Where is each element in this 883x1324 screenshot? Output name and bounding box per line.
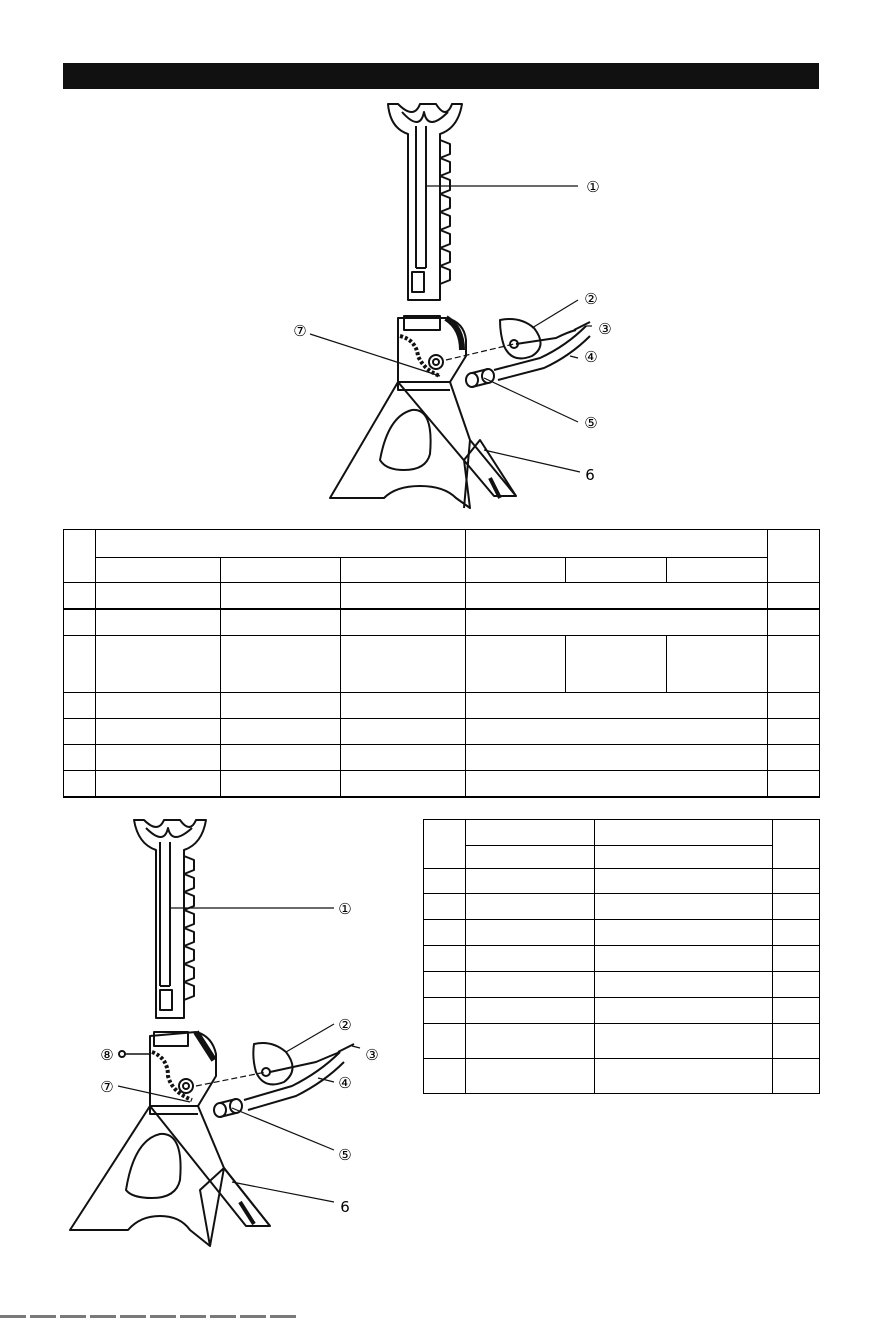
- table-cell: [221, 558, 341, 583]
- table-cell: [768, 745, 820, 771]
- callout-label-8: ⑧: [100, 1046, 114, 1064]
- table-cell: [64, 719, 96, 745]
- pawl: [500, 319, 541, 358]
- callout-label-5: ⑤: [338, 1146, 352, 1164]
- table-cell: [466, 771, 768, 797]
- table-cell: [64, 745, 96, 771]
- table-row: [424, 920, 820, 946]
- table-cell: [466, 1059, 595, 1094]
- table-cell: [341, 719, 466, 745]
- table-cell: [595, 1059, 773, 1094]
- table-header-row: [64, 530, 820, 558]
- table-cell: [595, 998, 773, 1024]
- table-cell: [595, 869, 773, 894]
- table-cell: [773, 920, 820, 946]
- callout-label-3: ③: [365, 1046, 379, 1064]
- table-cell: [341, 609, 466, 636]
- callout-label-6: 6: [340, 1198, 350, 1216]
- saddle-head: [398, 316, 466, 382]
- table-cell: [96, 530, 466, 558]
- table-cell: [466, 1024, 595, 1059]
- table-cell: [466, 869, 595, 894]
- table-cell: [221, 693, 341, 719]
- parts-table-top: [63, 529, 820, 798]
- callout-label-1: ①: [338, 900, 352, 918]
- callout-label-5: ⑤: [584, 414, 598, 432]
- table-cell: [595, 920, 773, 946]
- ratchet-bar: [388, 104, 462, 300]
- table-cell: [341, 558, 466, 583]
- table-cell: [96, 745, 221, 771]
- table-row: [424, 1059, 820, 1094]
- table-cell: [667, 636, 768, 693]
- table-cell: [341, 583, 466, 609]
- table-cell: [424, 1059, 466, 1094]
- table-cell: [667, 558, 768, 583]
- table-header-row: [424, 846, 820, 869]
- table-cell: [773, 869, 820, 894]
- table-row: [64, 745, 820, 771]
- table-cell: [466, 920, 595, 946]
- stand-body: [70, 1106, 270, 1246]
- table-cell: [595, 846, 773, 869]
- callout-label-6: 6: [585, 466, 595, 484]
- stand-body: [330, 382, 516, 508]
- table-cell: [424, 869, 466, 894]
- table-cell: [595, 946, 773, 972]
- table-cell: [341, 693, 466, 719]
- table-row: [424, 972, 820, 998]
- table-cell: [96, 693, 221, 719]
- table-row: [424, 894, 820, 920]
- pawl: [253, 1043, 292, 1084]
- table-row: [424, 1024, 820, 1059]
- table-cell: [466, 693, 768, 719]
- callout-label-7: ⑦: [293, 322, 307, 340]
- table-cell: [466, 530, 768, 558]
- table-cell: [96, 719, 221, 745]
- table-cell: [424, 998, 466, 1024]
- spring-clip: [338, 1044, 354, 1052]
- table-cell: [773, 1024, 820, 1059]
- table-cell: [466, 972, 595, 998]
- table-cell: [424, 972, 466, 998]
- table-cell: [96, 771, 221, 797]
- parts-table-bottom: [423, 819, 820, 1094]
- callout-label-1: ①: [586, 178, 600, 196]
- table-cell: [221, 636, 341, 693]
- table-cell: [341, 745, 466, 771]
- table-cell: [466, 558, 566, 583]
- table-cell: [341, 636, 466, 693]
- exploded-diagram-top: [0, 0, 883, 520]
- table-cell: [424, 1024, 466, 1059]
- bushing: [214, 1099, 242, 1117]
- table-cell: [64, 771, 96, 797]
- table-cell: [221, 719, 341, 745]
- table-cell: [466, 719, 768, 745]
- table-cell: [96, 636, 221, 693]
- table-cell: [221, 745, 341, 771]
- table-cell: [96, 583, 221, 609]
- table-cell: [768, 719, 820, 745]
- callout-label-2: ②: [584, 290, 598, 308]
- table-cell: [424, 946, 466, 972]
- table-cell: [773, 946, 820, 972]
- table-cell: [773, 894, 820, 920]
- table-cell: [424, 920, 466, 946]
- table-row: [64, 609, 820, 636]
- table-cell: [768, 583, 820, 609]
- table-cell: [768, 771, 820, 797]
- table-cell: [424, 894, 466, 920]
- table-cell: [566, 636, 667, 693]
- callout-label-3: ③: [598, 320, 612, 338]
- table-row: [64, 719, 820, 745]
- table-cell: [64, 693, 96, 719]
- table-cell: [768, 636, 820, 693]
- ratchet-bar: [134, 820, 206, 1018]
- table-cell: [595, 972, 773, 998]
- saddle-head: [119, 1032, 216, 1106]
- table-cell: [424, 820, 466, 869]
- table-cell: [466, 636, 566, 693]
- table-cell: [64, 609, 96, 636]
- table-cell: [768, 609, 820, 636]
- table-row: [424, 869, 820, 894]
- table-cell: [64, 530, 96, 583]
- callout-label-4: ④: [338, 1074, 352, 1092]
- callout-label-7: ⑦: [100, 1078, 114, 1096]
- table-cell: [466, 745, 768, 771]
- footer-rule: [0, 1315, 300, 1318]
- table-cell: [221, 583, 341, 609]
- table-cell: [341, 771, 466, 797]
- table-cell: [466, 846, 595, 869]
- table-row: [424, 946, 820, 972]
- table-cell: [595, 1024, 773, 1059]
- table-cell: [773, 820, 820, 869]
- table-row: [64, 693, 820, 719]
- table-cell: [96, 609, 221, 636]
- table-cell: [221, 609, 341, 636]
- table-cell: [64, 636, 96, 693]
- callout-label-4: ④: [584, 348, 598, 366]
- table-cell: [466, 820, 595, 846]
- table-cell: [768, 530, 820, 583]
- table-row: [424, 998, 820, 1024]
- table-row: [64, 636, 820, 693]
- callout-label-2: ②: [338, 1016, 352, 1034]
- table-cell: [595, 894, 773, 920]
- table-cell: [773, 1059, 820, 1094]
- table-cell: [566, 558, 667, 583]
- table-row: [64, 583, 820, 609]
- table-cell: [768, 693, 820, 719]
- table-cell: [96, 558, 221, 583]
- table-cell: [64, 583, 96, 609]
- table-cell: [466, 946, 595, 972]
- table-cell: [773, 998, 820, 1024]
- table-header-row: [64, 558, 820, 583]
- table-row: [64, 771, 820, 797]
- table-cell: [466, 583, 768, 609]
- table-header-row: [424, 820, 820, 846]
- bushing: [466, 369, 494, 387]
- table-cell: [466, 894, 595, 920]
- table-cell: [466, 609, 768, 636]
- table-cell: [221, 771, 341, 797]
- table-cell: [595, 820, 773, 846]
- table-cell: [466, 998, 595, 1024]
- table-cell: [773, 972, 820, 998]
